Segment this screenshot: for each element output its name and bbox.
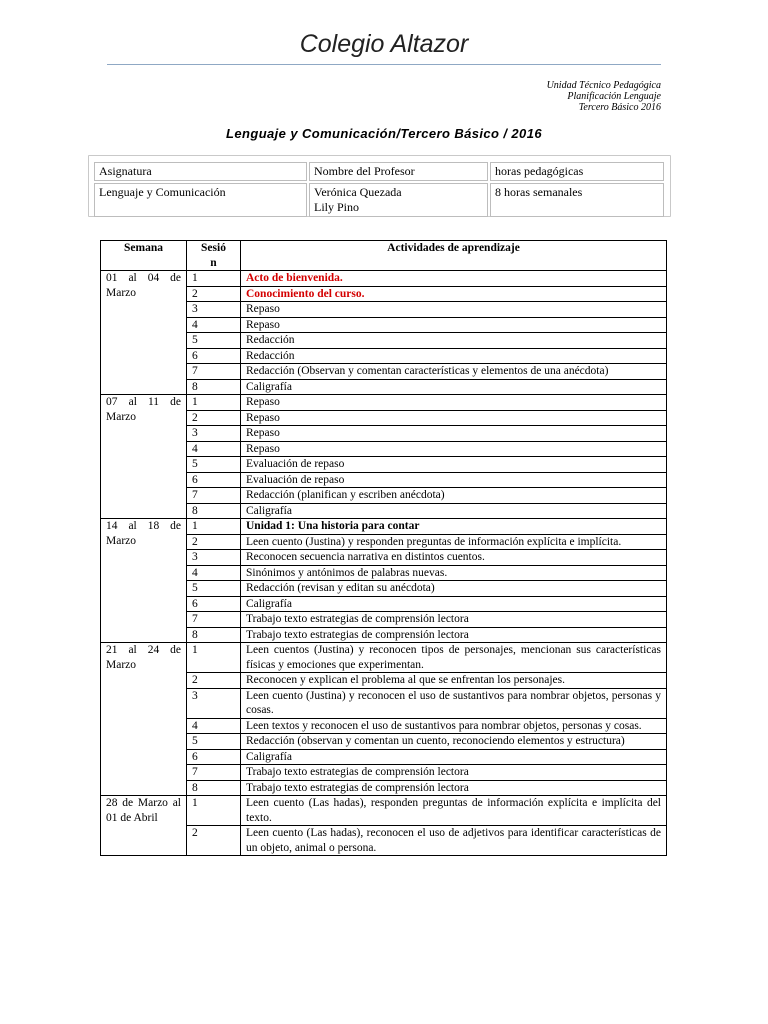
activity-text: Redacción bbox=[241, 348, 667, 364]
activity-text: Repaso bbox=[241, 317, 667, 333]
info-table bbox=[92, 160, 666, 219]
session-number: 5 bbox=[187, 457, 241, 473]
session-number: 1 bbox=[187, 519, 241, 535]
unit-line: Unidad Técnico Pedagógica bbox=[546, 80, 661, 91]
session-number: 6 bbox=[187, 749, 241, 765]
activity-text: Redacción (revisan y editan su anécdota) bbox=[241, 581, 667, 597]
plan-table bbox=[100, 240, 667, 856]
activity-text: Redacción bbox=[241, 333, 667, 349]
plan-header-session bbox=[187, 241, 241, 271]
activity-text: Caligrafía bbox=[241, 749, 667, 765]
activity-text: Leen cuento (Las hadas), responden preguntas de información explícita e implícita del texto. bbox=[241, 796, 667, 826]
plan-header-session-part: Sesió bbox=[201, 242, 226, 254]
week-label: 28 de Marzo al 01 de Abril bbox=[101, 796, 187, 856]
info-teacher-value bbox=[309, 183, 488, 217]
activity-text: Leen cuento (Las hadas), reconocen el uso de adjetivos para identificar características de un objeto, animal o persona. bbox=[241, 826, 667, 856]
activity-text: Leen cuentos (Justina) y reconocen tipos de personajes, mencionan sus características físicas y emociones que experimentan. bbox=[241, 643, 667, 673]
info-header-hours: horas pedagógicas bbox=[490, 162, 664, 181]
info-header-teacher: Nombre del Profesor bbox=[309, 162, 488, 181]
session-number: 1 bbox=[187, 271, 241, 287]
plan-header-row bbox=[101, 241, 667, 271]
info-subject-value: Lenguaje y Comunicación bbox=[94, 183, 307, 217]
session-number: 2 bbox=[187, 826, 241, 856]
unit-line: Tercero Básico 2016 bbox=[578, 102, 661, 113]
plan-header-week: Semana bbox=[101, 241, 187, 271]
activity-text: Reconocen y explican el problema al que se enfrentan los personajes. bbox=[241, 673, 667, 689]
session-number: 4 bbox=[187, 317, 241, 333]
activity-text: Sinónimos y antónimos de palabras nuevas. bbox=[241, 565, 667, 581]
week-label: 07 al 11 de Marzo bbox=[101, 395, 187, 519]
session-number: 5 bbox=[187, 581, 241, 597]
session-number: 4 bbox=[187, 441, 241, 457]
unit-line: Planificación Lenguaje bbox=[567, 91, 661, 102]
plan-body bbox=[101, 271, 667, 856]
activity-text: Repaso bbox=[241, 395, 667, 411]
session-number: 8 bbox=[187, 379, 241, 395]
session-number: 6 bbox=[187, 596, 241, 612]
session-number: 3 bbox=[187, 688, 241, 718]
plan-row bbox=[101, 643, 667, 673]
activity-text: Conocimiento del curso. bbox=[241, 286, 667, 302]
plan-row bbox=[101, 271, 667, 287]
session-number: 4 bbox=[187, 565, 241, 581]
session-number: 7 bbox=[187, 488, 241, 504]
activity-text: Repaso bbox=[241, 410, 667, 426]
session-number: 7 bbox=[187, 765, 241, 781]
plan-row bbox=[101, 796, 667, 826]
session-number: 1 bbox=[187, 643, 241, 673]
session-number: 5 bbox=[187, 734, 241, 750]
activity-text: Redacción (Observan y comentan características y elementos de una anécdota) bbox=[241, 364, 667, 380]
session-number: 3 bbox=[187, 426, 241, 442]
plan-row bbox=[101, 519, 667, 535]
session-number: 1 bbox=[187, 796, 241, 826]
session-number: 8 bbox=[187, 780, 241, 796]
activity-text: Redacción (observan y comentan un cuento, reconociendo elementos y estructura) bbox=[241, 734, 667, 750]
activity-text: Leen cuento (Justina) y responden preguntas de información explícita e implícita. bbox=[241, 534, 667, 550]
info-header-subject: Asignatura bbox=[94, 162, 307, 181]
activity-text: Leen cuento (Justina) y reconocen el uso de sustantivos para nombrar objetos, personas y cosas. bbox=[241, 688, 667, 718]
activity-text: Trabajo texto estrategias de comprensión lectora bbox=[241, 627, 667, 643]
plan-header-activities: Actividades de aprendizaje bbox=[241, 241, 667, 271]
activity-text: Repaso bbox=[241, 426, 667, 442]
session-number: 8 bbox=[187, 503, 241, 519]
activity-text: Caligrafía bbox=[241, 503, 667, 519]
school-name: Colegio Altazor bbox=[299, 30, 469, 58]
plan-header-session-part: n bbox=[210, 256, 217, 269]
activity-text: Repaso bbox=[241, 302, 667, 318]
session-number: 2 bbox=[187, 410, 241, 426]
activity-text: Unidad 1: Una historia para contar bbox=[241, 519, 667, 535]
session-number: 2 bbox=[187, 286, 241, 302]
activity-text: Trabajo texto estrategias de comprensión lectora bbox=[241, 780, 667, 796]
activity-text: Evaluación de repaso bbox=[241, 472, 667, 488]
session-number: 6 bbox=[187, 348, 241, 364]
activity-text: Caligrafía bbox=[241, 596, 667, 612]
teacher-name: Verónica Quezada bbox=[314, 185, 402, 199]
activity-text: Trabajo texto estrategias de comprensión lectora bbox=[241, 765, 667, 781]
session-number: 4 bbox=[187, 718, 241, 734]
activity-text: Repaso bbox=[241, 441, 667, 457]
activity-text: Leen textos y reconocen el uso de sustantivos para nombrar objetos, personas y cosas. bbox=[241, 718, 667, 734]
activity-text: Trabajo texto estrategias de comprensión lectora bbox=[241, 612, 667, 628]
activity-text: Acto de bienvenida. bbox=[241, 271, 667, 287]
week-label: 01 al 04 de Marzo bbox=[101, 271, 187, 395]
activity-text: Reconocen secuencia narrativa en distintos cuentos. bbox=[241, 550, 667, 566]
header-divider bbox=[107, 64, 661, 65]
info-hours-value: 8 horas semanales bbox=[490, 183, 664, 217]
activity-text: Evaluación de repaso bbox=[241, 457, 667, 473]
plan-row bbox=[101, 395, 667, 411]
subject-title: Lenguaje y Comunicación/Tercero Básico / 2016 bbox=[226, 126, 542, 141]
session-number: 2 bbox=[187, 534, 241, 550]
session-number: 1 bbox=[187, 395, 241, 411]
info-header-row bbox=[94, 162, 664, 181]
teacher-name: Lily Pino bbox=[314, 200, 360, 214]
info-value-row bbox=[94, 183, 664, 217]
session-number: 8 bbox=[187, 627, 241, 643]
session-number: 2 bbox=[187, 673, 241, 689]
activity-text: Caligrafía bbox=[241, 379, 667, 395]
week-label: 21 al 24 de Marzo bbox=[101, 643, 187, 796]
session-number: 3 bbox=[187, 550, 241, 566]
week-label: 14 al 18 de Marzo bbox=[101, 519, 187, 643]
unit-info bbox=[547, 80, 661, 113]
session-number: 6 bbox=[187, 472, 241, 488]
session-number: 3 bbox=[187, 302, 241, 318]
session-number: 5 bbox=[187, 333, 241, 349]
activity-text: Redacción (planifican y escriben anécdota) bbox=[241, 488, 667, 504]
session-number: 7 bbox=[187, 364, 241, 380]
session-number: 7 bbox=[187, 612, 241, 628]
